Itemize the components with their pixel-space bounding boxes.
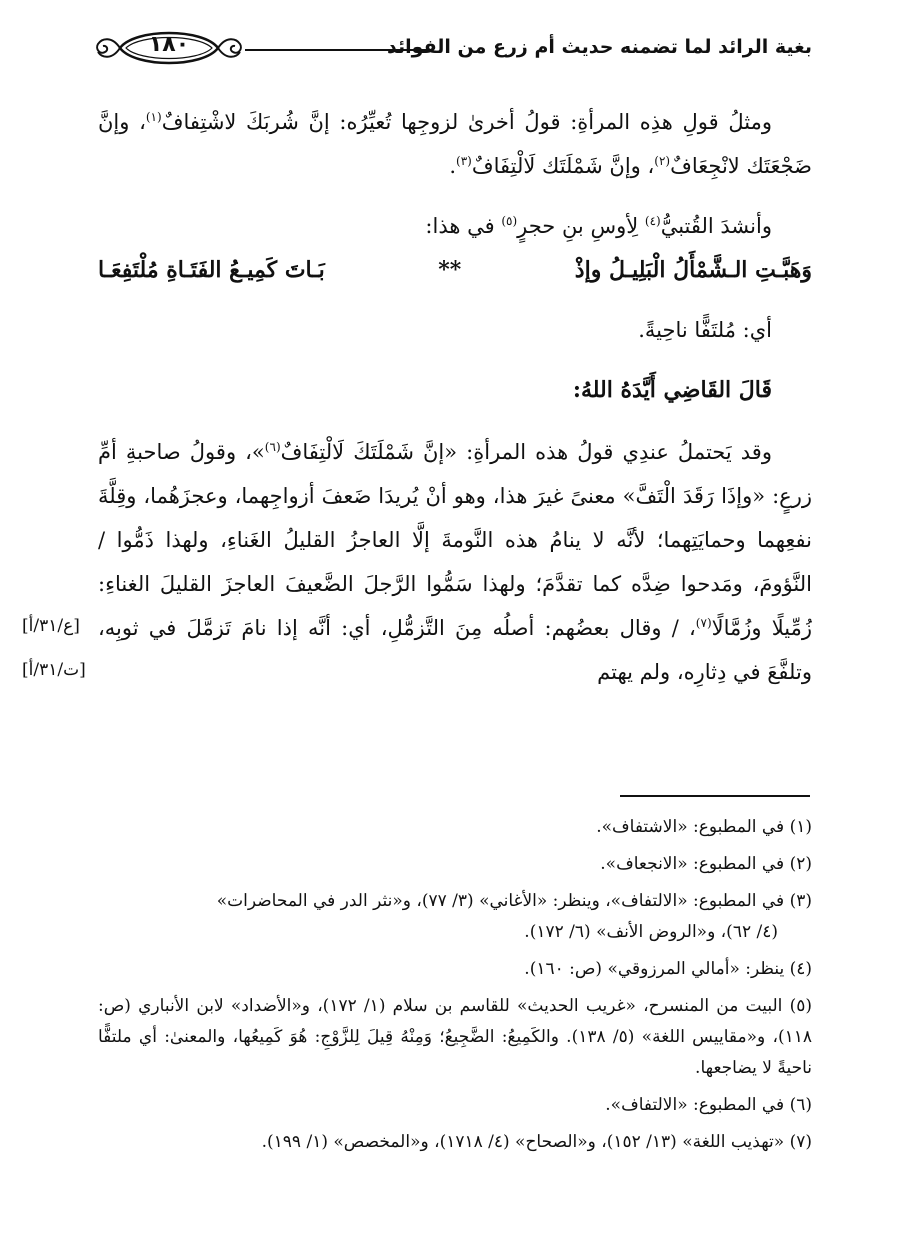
footnote-rule	[620, 795, 810, 797]
footnotes	[98, 812, 812, 1164]
paragraph-4: وقد يَحتملُ عندِي قولُ هذه المرأةِ: «إنَّ شَمْلَتَكَ لَالْتِفَافٌ$^{(٦)}$»، وقولُ صاحبةِ أمِّ زرعٍ: «وإذَا رَقَدَ الْتَفَّ» معنىً غيرَ هذا، وهو أنْ يُريدَا ضَعفَ أزواجِهما، وعجزَهُما، وقِلَّةَ نفعِهما وحمايَتِهما؛ لأنَّه لا ينامُ هذه النَّومةَ إلَّا العاجزُ القليلُ الغَناءِ، ولهذا ذَمُّوا / النَّؤومَ، ومَدحوا ضِدَّه كما تقدَّمَ؛ ولهذا سَمُّوا الرَّجلَ الضَّعيفَ العاجزَ القليلَ الغناءِ: زُمِّيلًا وزُمَّالًا$^{(٧)}$، / وقال بعضُهم: أصلُه مِنَ التَّزمُّلِ، أي: أنَّه إذا نامَ تَزمَّلَ في ثوبِه، وتلفَّعَ في دِثارِه، ولم يهتم	[98, 440, 812, 684]
running-title: بغية الرائد لما تضمنه حديث أم زرع من الفوائد	[387, 36, 812, 58]
footnote-ref-4[interactable]: (٤)	[644, 214, 661, 228]
footnote-3-continued: (٤/ ٦٢)، و«الروض الأنف» (٦/ ١٧٢).	[524, 922, 778, 942]
manuscript-marker-ta: [ت/٣١/أ]	[22, 660, 86, 680]
main-text	[98, 100, 812, 694]
footnote-ref-2[interactable]: (٢)	[654, 154, 671, 168]
footnote-5: (٥) البيت من المنسرح، «غريب الحديث» للقاسم بن سلام (١/ ١٧٢)، و«الأضداد» لابن الأنباري (ص: ١١٨)، و«مقاييس اللغة» (٥/ ١٣٨). والكَمِيعُ: الضَّجِيعُ؛ وَمِنْهُ قِيلَ لِلزَّوْجِ: هُوَ كَمِيعُها، والمعنىٰ: أي ملتفًّا ناحيةً لا يضاجعها.	[98, 996, 813, 1078]
footnote-ref-5[interactable]: (٥)	[501, 214, 518, 228]
manuscript-marker-ain: [ع/٣١/أ]	[22, 616, 80, 636]
paragraph-2: وأنشدَ القُتبيُّ$^{(٤)}$ لِأوسِ بنِ حجرٍ$^{(٥)}$ في هذا:	[425, 214, 772, 238]
footnote-ref-7[interactable]: (٧)	[695, 616, 712, 630]
page-number: ١٨٠	[148, 32, 190, 57]
section-heading: قَالَ القَاضِي أَيَّدَهُ اللهُ:	[572, 377, 772, 403]
footnote-4: (٤) ينظر: «أمالي المرزوقي» (ص: ١٦٠).	[524, 959, 812, 979]
verse-second-hemistich: بَـاتَ كَمِيـعُ الفَتَـاةِ مُلْتَفِعَـا	[98, 257, 325, 283]
footnote-3: (٣) في المطبوع: «الالتفاف»، وينظر: «الأغاني» (٣/ ٧٧)، و«نثر الدر في المحاضرات»	[216, 891, 812, 911]
header-rule	[245, 49, 430, 51]
footnote-2: (٢) في المطبوع: «الانجعاف».	[600, 854, 812, 874]
paragraph-1: ومثلُ قولِ هذِه المرأةِ: قولُ أخرىٰ لزوجِها تُعيِّرُه: إنَّ شُربَكَ لاشْتِفافٌ$^{(١)}$، وإنَّ ضَجْعَتَك لانْجِعَافٌ$^{(٢)}$، وإنَّ شَمْلَتَك لَالْتِفَافٌ$^{(٣)}$.	[98, 110, 812, 178]
page-header	[90, 22, 812, 74]
footnote-ref-1[interactable]: (١)	[145, 110, 162, 124]
footnote-7: (٧) «تهذيب اللغة» (١٣/ ١٥٢)، و«الصحاح» (٤/ ١٧١٨)، و«المخصص» (١/ ١٩٩).	[261, 1132, 812, 1152]
verse-first-hemistich: وَهَبَّـتِ الـشَّمْأَلُ الْبَلِيـلُ وإذْ	[574, 257, 812, 283]
footnote-ref-6[interactable]: (٦)	[264, 440, 281, 454]
footnote-6: (٦) في المطبوع: «الالتفاف».	[605, 1095, 812, 1115]
paragraph-3: أي: مُلتَفًّا ناحِيةً.	[638, 318, 772, 342]
footnote-ref-3[interactable]: (٣)	[456, 154, 472, 168]
poetry-verse	[98, 248, 812, 292]
footnote-1: (١) في المطبوع: «الاشتفاف».	[596, 817, 812, 837]
verse-separator: **	[438, 257, 462, 283]
